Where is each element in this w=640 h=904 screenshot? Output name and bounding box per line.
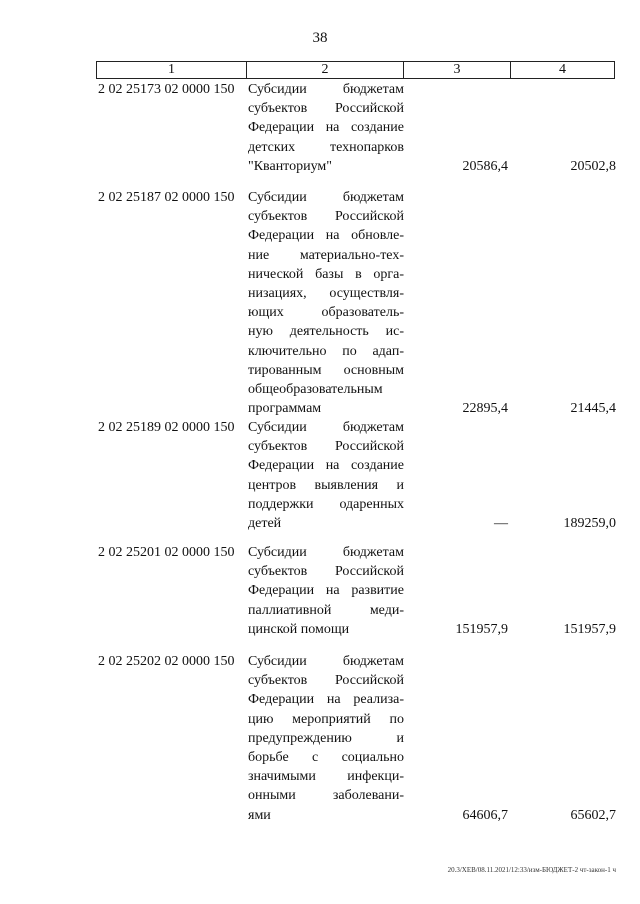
description-line: ние материально-тех- bbox=[248, 247, 404, 263]
description-line: паллиативной меди- bbox=[248, 602, 404, 618]
budget-code: 2 02 25202 02 0000 150 bbox=[98, 654, 235, 669]
description-line: Федерации на развитие bbox=[248, 583, 404, 599]
row-description bbox=[248, 418, 404, 533]
table-header bbox=[96, 61, 615, 79]
description-line: значимыми инфекци- bbox=[248, 769, 404, 785]
description-line: Субсидии бюджетам bbox=[248, 420, 404, 435]
row-description bbox=[248, 188, 404, 418]
description-line: центров выявления и bbox=[248, 477, 404, 493]
description-line: Субсидии бюджетам bbox=[248, 82, 404, 97]
budget-code: 2 02 25201 02 0000 150 bbox=[98, 545, 235, 560]
column-header-4: 4 bbox=[559, 62, 566, 77]
budget-code: 2 02 25187 02 0000 150 bbox=[98, 190, 235, 205]
budget-code: 2 02 25173 02 0000 150 bbox=[98, 82, 235, 97]
description-line: программам bbox=[248, 401, 322, 417]
row-description bbox=[248, 652, 404, 825]
description-line: детских технопарков bbox=[248, 139, 404, 155]
amount-column-3: 20586,4 bbox=[462, 158, 508, 174]
description-line: Субсидии бюджетам bbox=[248, 190, 404, 205]
amount-column-4: 65602,7 bbox=[570, 807, 616, 823]
description-line: Федерации на обновле- bbox=[248, 228, 404, 244]
description-line: субъектов Российской bbox=[248, 439, 404, 455]
column-header-2: 2 bbox=[321, 62, 329, 77]
amount-column-3: 22895,4 bbox=[462, 401, 508, 417]
description-line: субъектов Российской bbox=[248, 209, 404, 225]
amount-column-3: — bbox=[494, 516, 508, 531]
description-line: поддержки одаренных bbox=[248, 496, 404, 512]
description-line: борьбе с социально bbox=[248, 749, 404, 765]
description-line: ную деятельность ис- bbox=[248, 324, 404, 340]
description-line: Федерации на создание bbox=[248, 120, 404, 136]
description-line: субъектов Российской bbox=[248, 673, 404, 689]
description-line: ющих образователь- bbox=[248, 305, 404, 321]
row-description bbox=[248, 80, 404, 176]
footer-note: 20.3/ХЕВ/08.11.2021/12:33/изм-БЮДЖЕТ-2 чт-закон-1 ч bbox=[447, 866, 616, 874]
description-line: Субсидии бюджетам bbox=[248, 545, 404, 560]
description-line: тированным основным bbox=[248, 362, 404, 378]
budget-code: 2 02 25189 02 0000 150 bbox=[98, 420, 235, 435]
amount-column-4: 151957,9 bbox=[563, 621, 616, 637]
amount-column-3: 151957,9 bbox=[455, 621, 508, 637]
description-line: цинской помощи bbox=[248, 621, 350, 637]
page-number: 38 bbox=[312, 30, 328, 46]
description-line: детей bbox=[248, 515, 282, 531]
description-line: Субсидии бюджетам bbox=[248, 654, 404, 669]
description-line: общеобразовательным bbox=[248, 381, 383, 397]
amount-column-4: 189259,0 bbox=[563, 516, 616, 531]
description-line: субъектов Российской bbox=[248, 101, 404, 117]
row-description bbox=[248, 543, 404, 639]
description-line: нической базы в орга- bbox=[248, 266, 404, 282]
description-line: "Кванториум" bbox=[248, 158, 332, 174]
amount-column-3: 64606,7 bbox=[462, 807, 508, 823]
column-header-3: 3 bbox=[453, 62, 461, 77]
amount-column-4: 20502,8 bbox=[570, 158, 616, 174]
description-line: субъектов Российской bbox=[248, 564, 404, 580]
description-line: ями bbox=[248, 807, 271, 823]
description-line: онными заболевани- bbox=[248, 788, 404, 804]
description-line: низациях, осуществля- bbox=[248, 285, 404, 301]
description-line: Федерации на создание bbox=[248, 458, 404, 474]
description-line: предупреждению и bbox=[248, 730, 404, 746]
description-line: цию мероприятий по bbox=[248, 711, 404, 727]
column-header-1: 1 bbox=[168, 62, 175, 77]
description-line: Федерации на реализа- bbox=[248, 692, 404, 708]
amount-column-4: 21445,4 bbox=[570, 401, 616, 417]
description-line: ключительно по адап- bbox=[248, 343, 404, 359]
